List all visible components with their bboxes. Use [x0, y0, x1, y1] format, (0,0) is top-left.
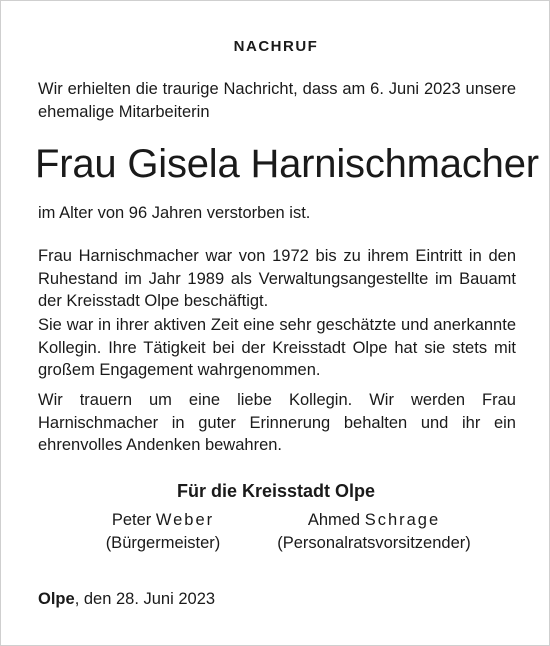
closing-place: Olpe	[38, 590, 75, 608]
paragraph-employment: Frau Harnischmacher war von 1972 bis zu ihrem Eintritt in den Ruhestand im Jahr 1989 als Verwaltungsangestellte im Bauamt der Kreisstadt Olpe beschäftigt.	[38, 247, 516, 310]
age-line: im Alter von 96 Jahren verstorben ist.	[38, 204, 311, 222]
signatory-name	[73, 509, 253, 532]
notice-heading: NACHRUF	[233, 38, 319, 55]
signatory-first-name: Peter	[111, 511, 152, 529]
intro-text: Wir erhielten die traurige Nachricht, dass am 6. Juni 2023 unsere ehemalige Mitarbeiterin	[38, 80, 516, 121]
signatory-first-name: Ahmed	[307, 511, 361, 529]
paragraph-mourning: Wir trauern um eine liebe Kollegin. Wir werden Frau Harnischmacher in guter Erinnerung behalten und ihr ein ehrenvolles Andenken bewahren.	[38, 391, 516, 454]
signatory-last-name: Schrage	[364, 511, 441, 529]
signatory-last-name: Weber	[155, 511, 215, 529]
organization-line: Für die Kreisstadt Olpe	[176, 481, 376, 501]
signatory-staff-council	[263, 509, 485, 554]
closing-date: , den 28. Juni 2023	[74, 590, 216, 608]
signatory-name	[263, 509, 485, 532]
signatory-role: (Bürgermeister)	[105, 533, 221, 552]
paragraph-appreciation: Sie war in ihrer aktiven Zeit eine sehr geschätzte und anerkannte Kollegin. Ihre Tätigkeit bei der Kreisstadt Olpe hat sie stets mit großem Engagement wahrgenommen.	[38, 316, 516, 379]
signatory-mayor	[73, 509, 253, 554]
place-date-line	[38, 590, 215, 609]
deceased-name: Frau Gisela Harnischmacher	[35, 142, 539, 186]
signatory-role: (Personalratsvorsitzender)	[277, 533, 471, 552]
